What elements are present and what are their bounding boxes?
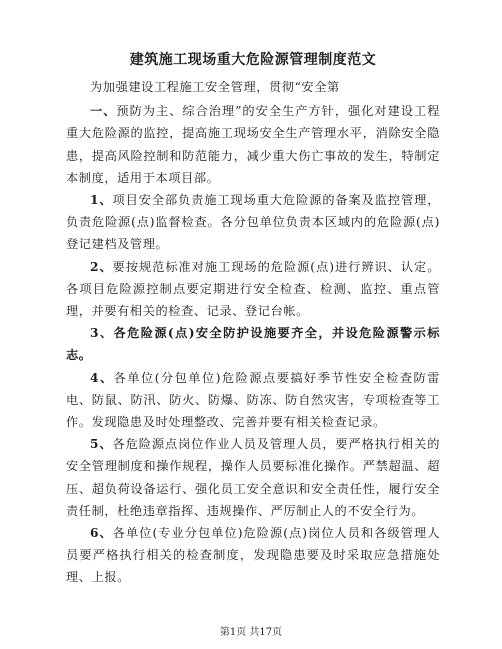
paragraph-2 [66, 256, 440, 323]
paragraph-number: 一、 [90, 104, 117, 119]
paragraph-number: 1、 [90, 193, 113, 208]
paragraph-4 [66, 367, 440, 434]
paragraph-text: 项目安全部负责施工现场重大危险源的备案及监控管理，负责危险源(点)监督检查。各分包单位负责本区域内的危险源(点)登记建档及管理。 [66, 193, 441, 252]
paragraph-text: 要按规范标准对施工现场的危险源(点)进行辨识、认定。各项目危险源控制点要定期进行安全检查、检测、监控、重点管理，并要有相关的检查、记录、登记台帐。 [66, 259, 441, 319]
paragraph-one [66, 100, 440, 189]
paragraph-number: 4、 [90, 370, 114, 385]
paragraph-number: 6、 [90, 526, 113, 541]
paragraph-text: 各单位(分包单位)危险源点要搞好季节性安全检查防雷电、防鼠、防汛、防火、防爆、防冻、防自然灾害，专项检查等工作。发现隐患及时处理整改、完善并要有相关检查记录。 [66, 370, 440, 430]
paragraph-number: 5、 [90, 437, 113, 452]
intro-paragraph: 为加强建设工程施工安全管理，贯彻“安全第 [90, 80, 340, 94]
paragraph-number: 2、 [90, 259, 113, 274]
paragraph-text: 各危险源点岗位作业人员及管理人员，要严格执行相关的安全管理制度和操作规程，操作人员要标准化操作。严禁超温、超压、超负荷设备运行、强化员工安全意识和安全责任性，履行安全责任制，杜绝违章指挥、违规操作、严厉制止人的不安全行为。 [66, 437, 441, 518]
paragraph-5 [66, 433, 440, 522]
paragraph-text: 各危险源(点)安全防护设施要齐全，并设危险源警示标志。 [66, 326, 440, 363]
paragraph-text: 预防为主、综合治理”的安全生产方针，强化对建设工程重大危险源的监控，提高施工现场安全生产管理水平，消除安全隐患，提高风险控制和防范能力，减少重大伤亡事故的发生，特制定本制度，适用于本项目部。 [66, 104, 441, 185]
page-footer: 第1页 共17页 [219, 627, 283, 638]
paragraph-text: 各单位(专业分包单位)危险源(点)岗位人员和各级管理人员要严格执行相关的检查制度，发现隐患要及时采取应急措施处理、上报。 [66, 526, 441, 585]
paragraph-3 [66, 322, 440, 366]
paragraph-1 [66, 189, 440, 256]
document-title: 建筑施工现场重大危险源管理制度范文 [129, 52, 377, 68]
paragraph-number: 3、 [90, 326, 114, 341]
paragraph-6 [66, 522, 440, 589]
